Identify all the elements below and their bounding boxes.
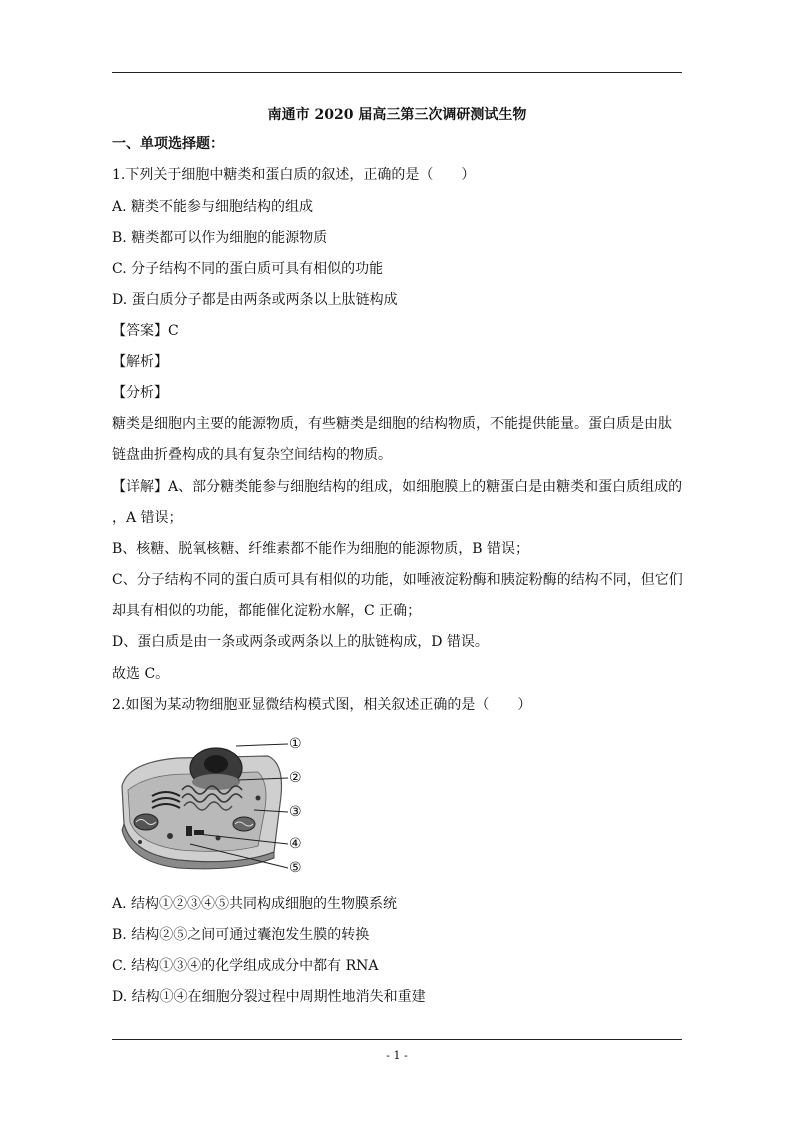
page-number: - 1 - [386, 1049, 408, 1062]
q1-fenxi-line-2: 链盘曲折叠构成的具有复杂空间结构的物质。 [112, 447, 392, 463]
figure-label-1: ① [289, 736, 302, 752]
q1-detail-line-2: ，A 错误； [112, 510, 183, 526]
q1-detail-line-5: 却具有相似的功能，都能催化淀粉水解，C 正确； [112, 603, 422, 619]
section-heading: 一、单项选择题： [112, 136, 224, 152]
q1-detail-line-6: D、蛋白质是由一条或两条或两条以上的肽链构成，D 错误。 [112, 634, 489, 650]
q1-fenxi-line-1: 糖类是细胞内主要的能源物质，有些糖类是细胞的结构物质，不能提供能量。蛋白质是由肽 [112, 416, 672, 432]
q2-option-b: B. 结构②⑤之间可通过囊泡发生膜的转换 [112, 927, 370, 943]
figure-label-2: ② [289, 770, 302, 786]
q2-option-c: C. 结构①③④的化学组成成分中都有 RNA [112, 958, 379, 974]
q2-stem: 2.如图为某动物细胞亚显微结构模式图，相关叙述正确的是（ ） [112, 697, 532, 713]
q2-option-a: A. 结构①②③④⑤共同构成细胞的生物膜系统 [112, 896, 398, 912]
q1-option-a: A. 糖类不能参与细胞结构的组成 [112, 199, 314, 215]
document-title: 南通市 2020 届高三第三次调研测试生物 [267, 107, 527, 123]
q1-detail-line-3: B、核糖、脱氧核糖、纤维素都不能作为细胞的能源物质，B 错误； [112, 541, 530, 557]
figure-label-5: ⑤ [289, 860, 302, 876]
q1-detail-line-4: C、分子结构不同的蛋白质可具有相似的功能，如唾液淀粉酶和胰淀粉酶的结构不同，但它们 [112, 572, 683, 588]
footer-rule [112, 1039, 682, 1040]
q1-stem: 1.下列关于细胞中糖类和蛋白质的叙述，正确的是（ ） [112, 167, 476, 183]
animal-cell-figure [118, 734, 312, 876]
q1-fenxi-label: 【分析】 [112, 385, 168, 401]
q1-option-c: C. 分子结构不同的蛋白质可具有相似的功能 [112, 261, 384, 277]
q1-answer: 【答案】C [112, 323, 179, 339]
q1-detail-line-1: 【详解】A、部分糖类能参与细胞结构的组成，如细胞膜上的糖蛋白是由糖类和蛋白质组成的 [112, 479, 683, 495]
q1-analysis-label: 【解析】 [112, 354, 168, 370]
q1-option-d: D. 蛋白质分子都是由两条或两条以上肽链构成 [112, 292, 398, 308]
q2-option-d: D. 结构①④在细胞分裂过程中周期性地消失和重建 [112, 989, 426, 1005]
q1-option-b: B. 糖类都可以作为细胞的能源物质 [112, 230, 328, 246]
figure-label-3: ③ [289, 804, 302, 820]
header-rule [112, 72, 682, 73]
q1-detail-line-7: 故选 C。 [112, 666, 170, 682]
figure-label-4: ④ [289, 836, 302, 852]
